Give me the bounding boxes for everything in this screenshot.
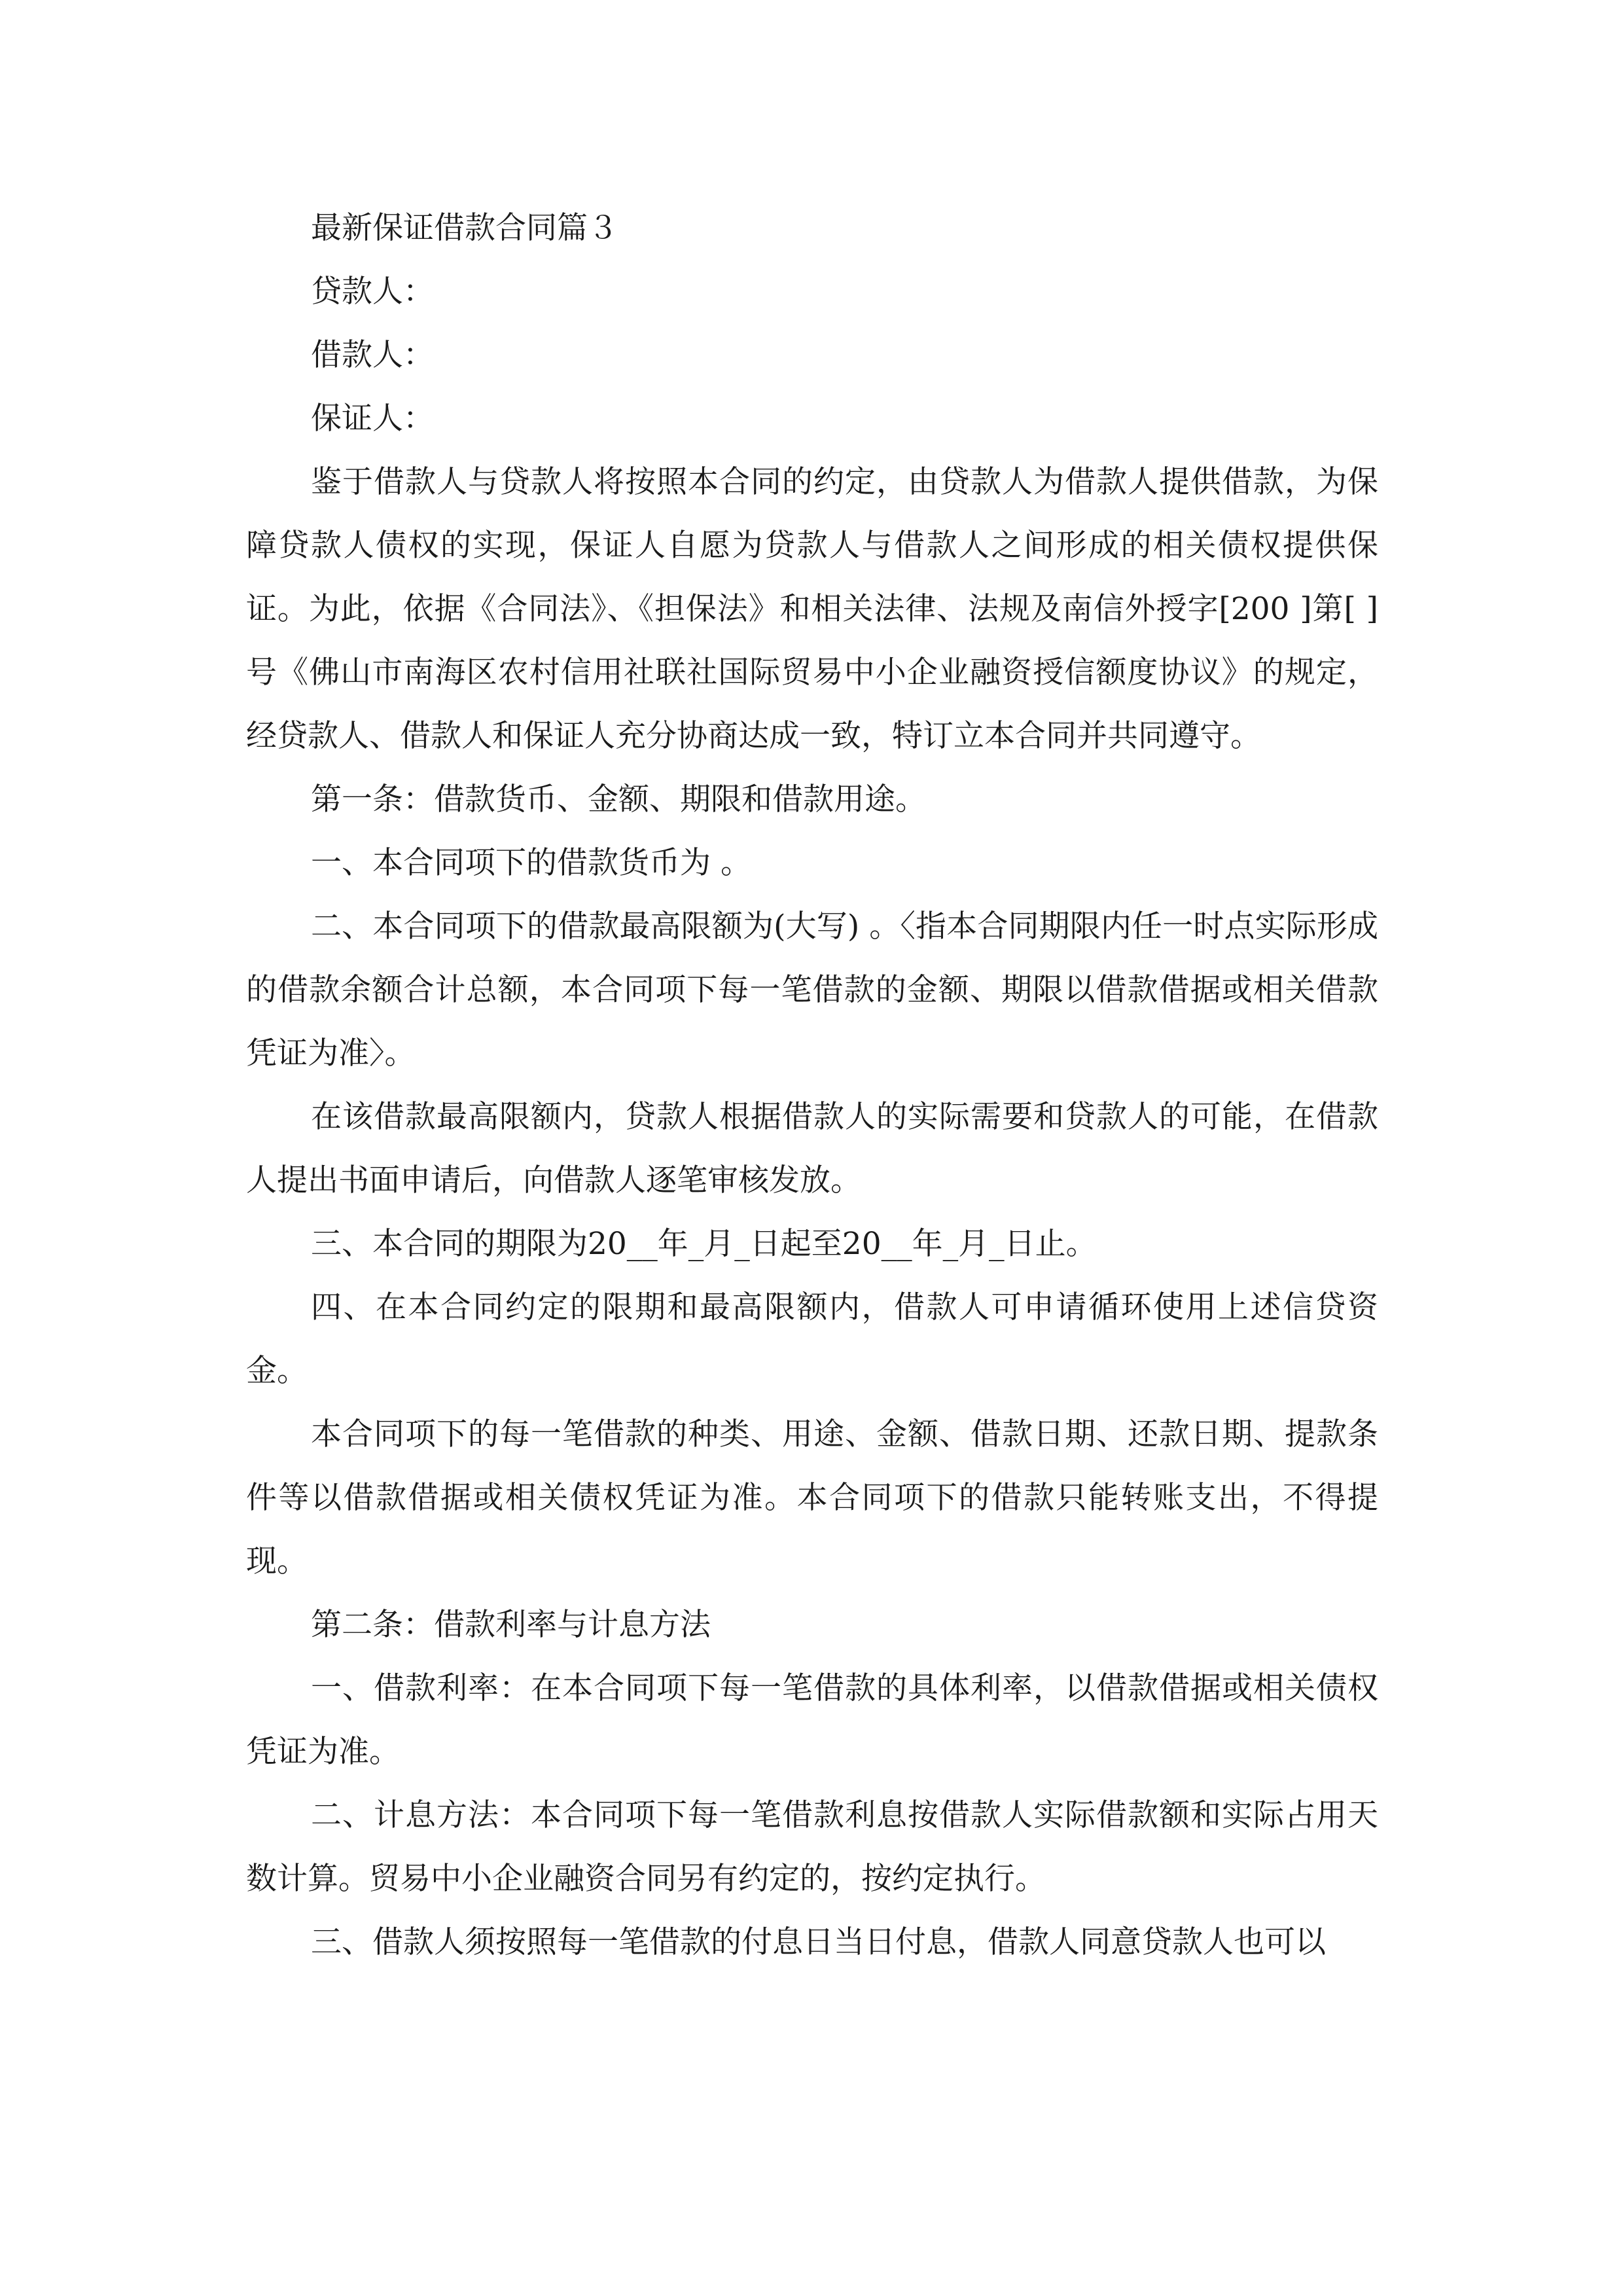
- article-1-clause-4: 四、在本合同约定的限期和最高限额内，借款人可申请循环使用上述信贷资金。: [246, 1289, 1378, 1389]
- article-1-clause-2-note: 在该借款最高限额内，贷款人根据借款人的实际需要和贷款人的可能，在借款人提出书面申请后，向借款人逐笔审核发放。: [246, 1099, 1378, 1198]
- article-2-clause-1: 一、借款利率：在本合同项下每一笔借款的具体利率，以借款借据或相关债权凭证为准。: [246, 1670, 1378, 1770]
- borrower-line: 借款人：: [311, 337, 434, 373]
- article-2-heading: 第二条：借款利率与计息方法: [311, 1607, 711, 1643]
- lender-line: 贷款人：: [311, 274, 434, 310]
- article-1-clause-1: 一、本合同项下的借款货币为 。: [311, 845, 751, 881]
- article-2-clause-2: 二、计息方法：本合同项下每一笔借款利息按借款人实际借款额和实际占用天数计算。贸易中小企业融资合同另有约定的，按约定执行。: [246, 1797, 1378, 1897]
- document-body: [246, 196, 1378, 1974]
- preamble-paragraph: 鉴于借款人与贷款人将按照本合同的约定，由贷款人为借款人提供借款，为保障贷款人债权的实现，保证人自愿为贷款人与借款人之间形成的相关债权提供保证。为此，依据《合同法》、《担保法》和相关法律、法规及南信外授字[200 ]第[ ]号《佛山市南海区农村信用社联社国际贸易中小企业融资授信额度协议》的规定，经贷款人、借款人和保证人充分协商达成一致，特订立本合同并共同遵守。: [246, 464, 1378, 754]
- guarantor-line: 保证人：: [311, 401, 434, 437]
- article-1-clause-2: 二、本合同项下的借款最高限额为(大写) 。〈指本合同期限内任一时点实际形成的借款余额合计总额，本合同项下每一笔借款的金额、期限以借款借据或相关借款凭证为准〉。: [246, 908, 1378, 1071]
- article-1-heading: 第一条：借款货币、金额、期限和借款用途。: [311, 781, 926, 817]
- article-2-clause-3: 三、借款人须按照每一笔借款的付息日当日付息，借款人同意贷款人也可以: [311, 1924, 1326, 1960]
- article-1-clause-3: 三、本合同的期限为20__年_月_日起至20__年_月_日止。: [311, 1226, 1097, 1262]
- document-title: 最新保证借款合同篇３: [311, 210, 618, 246]
- article-1-clause-4-note: 本合同项下的每一笔借款的种类、用途、金额、借款日期、还款日期、提款条件等以借款借据或相关债权凭证为准。本合同项下的借款只能转账支出，不得提现。: [246, 1416, 1378, 1579]
